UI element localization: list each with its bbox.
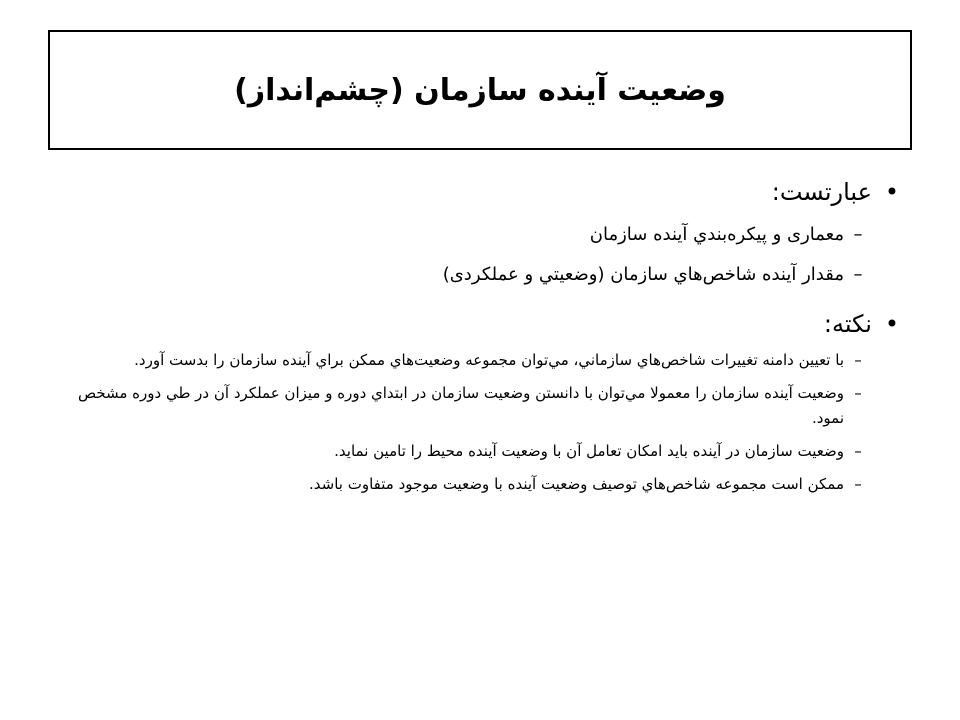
definition-list bbox=[60, 222, 912, 288]
bullet-definition bbox=[60, 178, 912, 206]
list-item bbox=[60, 222, 872, 248]
list-item bbox=[60, 472, 872, 497]
list-item-text: ممكن است مجموعه شاخص‌هاي توصيف وضعيت آينده با وضعيت موجود متفاوت باشد. bbox=[309, 475, 844, 493]
list-item-text: مقدار آينده شاخص‌هاي سازمان (وضعيتي و عملكردی) bbox=[442, 264, 844, 285]
bullet-icon: • bbox=[884, 310, 900, 338]
bullet-note bbox=[60, 310, 912, 338]
dash-icon: – bbox=[854, 475, 862, 493]
list-item bbox=[60, 381, 872, 431]
list-item bbox=[60, 348, 872, 373]
slide-body bbox=[60, 178, 912, 497]
dash-icon: – bbox=[853, 264, 863, 285]
dash-icon: – bbox=[854, 351, 862, 369]
bullet-icon: • bbox=[884, 178, 900, 206]
section-definition bbox=[60, 178, 912, 288]
list-item-text: معماری و پيكره‌بندي آينده سازمان bbox=[589, 224, 844, 245]
note-list bbox=[60, 348, 912, 497]
list-item bbox=[60, 439, 872, 464]
title-box bbox=[48, 30, 912, 150]
list-item-text: وضعيت سازمان در آينده بايد امكان تعامل آن با وضعيت آينده محيط را تامين نمايد. bbox=[334, 442, 844, 460]
dash-icon: – bbox=[854, 384, 862, 402]
list-item bbox=[60, 262, 872, 288]
dash-icon: – bbox=[853, 224, 863, 245]
dash-icon: – bbox=[854, 442, 862, 460]
section-heading-definition: عبارتست: bbox=[771, 178, 872, 206]
section-note bbox=[60, 310, 912, 497]
slide-title: وضعیت آینده سازمان (چشم‌انداز) bbox=[234, 72, 726, 108]
section-heading-note: نكته: bbox=[823, 310, 872, 338]
list-item-text: با تعيين دامنه تغييرات شاخص‌هاي سازماني، مي‌توان مجموعه وضعيت‌هاي ممكن براي آينده سازمان را بدست آورد. bbox=[134, 351, 844, 369]
list-item-text: وضعيت آينده سازمان را معمولا مي‌توان با دانستن وضعيت سازمان در ابتداي دوره و ميزان عملكرد آن در طي دوره مشخص نمود. bbox=[77, 384, 844, 427]
